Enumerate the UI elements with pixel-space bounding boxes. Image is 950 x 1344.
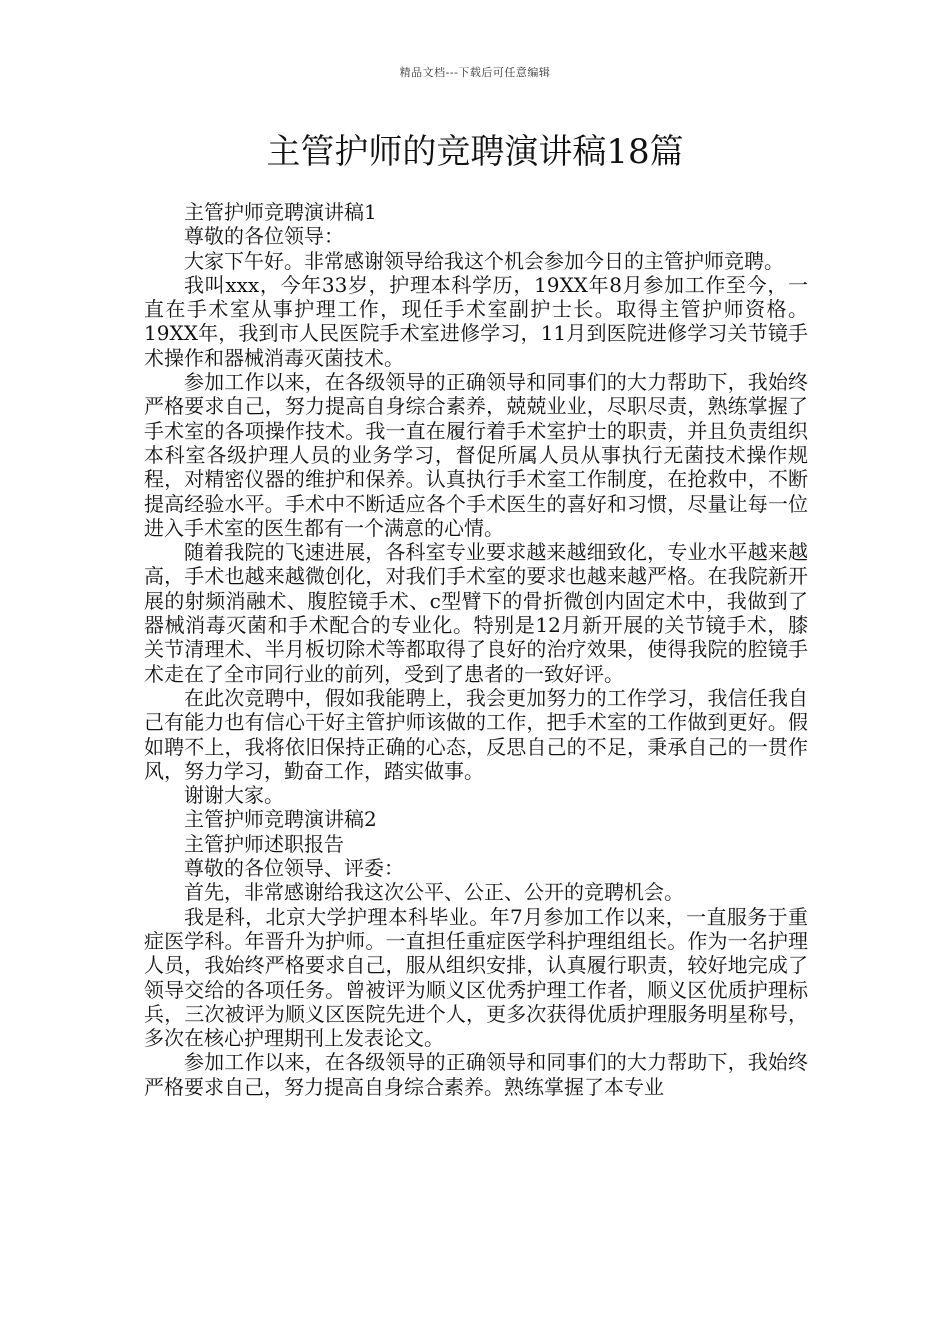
paragraph-hospital-development: 随着我院的飞速进展，各科室专业要求越来越细致化，专业水平越来越高，手术也越来越微创化，对我们手术室的要求也越来越严格。在我院新开展的射频消融术、腹腔镜手术、c型臂下的骨折微创内固定术中，我做到了器械消毒灭菌和手术配合的专业化。特别是12月新开展的关节镜手术，膝关节清理术、半月板切除术等都取得了良好的治疗效果，使得我院的腔镜手术走在了全市同行业的前列，受到了患者的一致好评。 bbox=[144, 540, 808, 686]
paragraph-thanks: 谢谢大家。 bbox=[184, 783, 284, 808]
paragraph-opening-thanks: 首先，非常感谢给我这次公平、公正、公开的竞聘机会。 bbox=[184, 880, 684, 905]
paragraph-work-experience: 参加工作以来，在各级领导的正确领导和同事们的大力帮助下，我始终严格要求自己，努力提高自身综合素养，兢兢业业，尽职尽责，熟练掌握了手术室的各项操作技术。我一直在履行着手术室护士的职责，并且负责组织本科室各级护理人员的业务学习，督促所属人员从事执行无菌技术操作规程，对精密仪器的维护和保养。认真执行手术室工作制度，在抢救中，不断提高经验水平。手术中不断适应各个手术医生的喜好和习惯，尽量让每一位进入手术室的医生都有一个满意的心情。 bbox=[144, 370, 808, 540]
paragraph-salutation: 尊敬的各位领导： bbox=[184, 224, 344, 249]
paragraph-introduction: 我叫xxx，今年33岁，护理本科学历，19XX年8月参加工作至今，一直在手术室从事护理工作，现任手术室副护士长。取得主管护师资格。19XX年，我到市人民医院手术室进修学习，11月到医院进修学习关节镜手术操作和器械消毒灭菌技术。 bbox=[144, 272, 808, 370]
document-title: 主管护师的竞聘演讲稿18篇 bbox=[266, 132, 684, 172]
document-body bbox=[144, 200, 808, 1099]
paragraph-background: 我是科，北京大学护理本科毕业。年7月参加工作以来，一直服务于重症医学科。年晋升为护师。一直担任重症医学科护理组组长。作为一名护理人员，我始终严格要求自己，服从组织安排，认真履行职责，较好地完成了领导交给的各项任务。曾被评为顺义区优秀护理工作者，顺义区优质护理标兵，三次被评为顺义区医院先进个人，更多次获得优质护理服务明星称号，多次在核心护理期刊上发表论文。 bbox=[144, 904, 808, 1051]
paragraph-work-experience-2: 参加工作以来，在各级领导的正确领导和同事们的大力帮助下，我始终严格要求自己，努力提高自身综合素养。熟练掌握了本专业 bbox=[144, 1050, 808, 1099]
paragraph-salutation-2: 尊敬的各位领导、评委： bbox=[184, 856, 404, 881]
paragraph-section-heading-2: 主管护师竞聘演讲稿2 bbox=[184, 807, 377, 832]
paragraph-competition-statement: 在此次竞聘中，假如我能聘上，我会更加努力的工作学习，我信任我自己有能力也有信心干好主管护师该做的工作，把手术室的工作做到更好。假如聘不上，我将依旧保持正确的心态，反思自己的不足，秉承自己的一贯作风，努力学习，勤奋工作，踏实做事。 bbox=[144, 685, 808, 783]
paragraph-section-heading-1: 主管护师竞聘演讲稿1 bbox=[184, 200, 377, 224]
paragraph-greeting: 大家下午好。非常感谢领导给我这个机会参加今日的主管护师竞聘。 bbox=[184, 248, 784, 273]
page-header-note: 精品文档---下载后可任意编辑 bbox=[399, 66, 551, 79]
paragraph-report-title: 主管护师述职报告 bbox=[184, 831, 344, 856]
